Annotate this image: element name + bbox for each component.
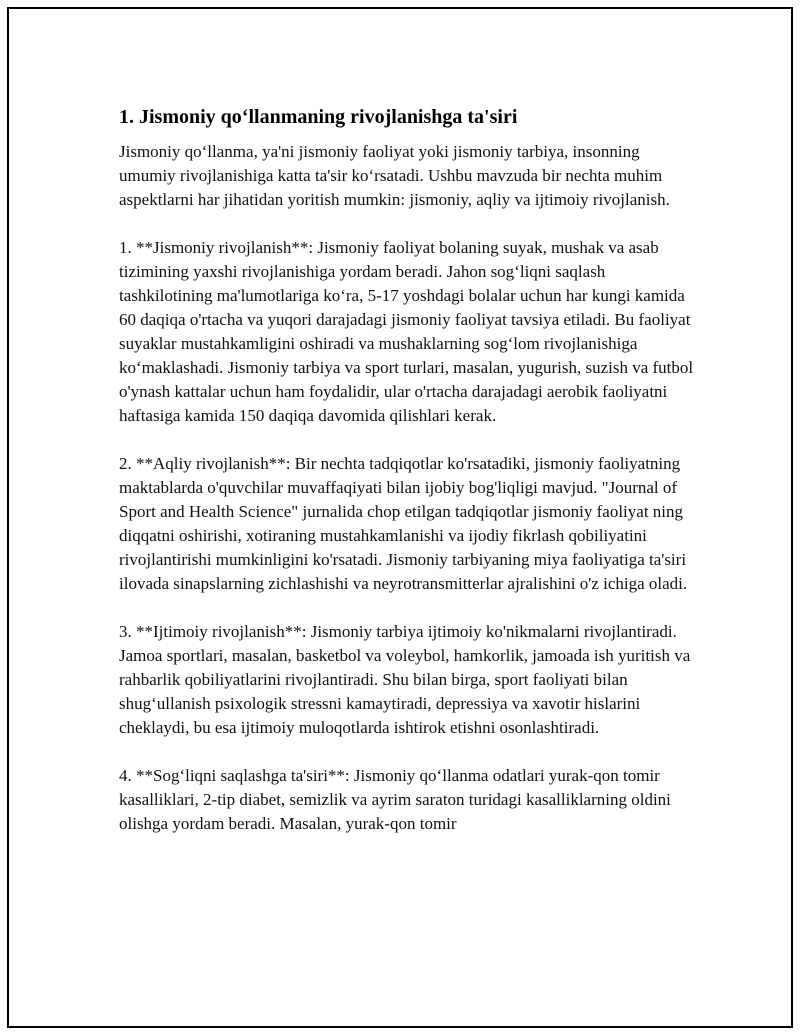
paragraph-mental-development: 2. **Aqliy rivojlanish**: Bir nechta tadqiqotlar ko'rsatadiki, jismoniy faoliyatning maktablarda o'quvchilar muvaffaqiyati bilan ijobiy bog'liqligi mavjud. "Journal of Sport and Health Science" jurnalida chop etilgan tadqiqotlar jismoniy faoliyat ning diqqatni oshirishi, xotiraning mustahkamlanishi va ijodiy fikrlash qobiliyatini rivojlantirishi mumkinligini ko'rsatadi. Jismoniy tarbiyaning miya faoliyatiga ta'siri ilovada sinapslarning zichlashishi va neyrotransmitterlar ajralishini o'z ichiga oladi. (119, 454, 688, 593)
paragraph-intro: Jismoniy qo‘llanma, ya'ni jismoniy faoliyat yoki jismoniy tarbiya, insonning umumiy rivojlanishiga katta ta'sir ko‘rsatadi. Ushbu mavzuda bir nechta muhim aspektlarni har jihatidan yoritish mumkin: jismoniy, aqliy va ijtimoiy rivojlanish. (119, 142, 670, 209)
paragraph-physical-development: 1. **Jismoniy rivojlanish**: Jismoniy faoliyat bolaning suyak, mushak va asab tizimining yaxshi rivojlanishiga yordam beradi. Jahon sog‘liqni saqlash tashkilotining ma'lumotlariga ko‘ra, 5-17 yoshdagi bolalar uchun har kungi kamida 60 daqiqa o'rtacha va yuqori darajadagi jismoniy faoliyat tavsiya etiladi. Bu faoliyat suyaklar mustahkamligini oshiradi va mushaklarning sog‘lom rivojlanishiga ko‘maklashadi. Jismoniy tarbiya va sport turlari, masalan, yugurish, suzish va futbol o'ynash kattalar uchun ham foydalidir, ular o'rtacha darajadagi aerobik faoliyatni haftasiga kamida 150 daqiqa davomida qilishlari kerak. (119, 238, 694, 425)
document-title: 1. Jismoniy qo‘llanmaning rivojlanishga ta'siri (119, 106, 518, 128)
paragraph-health-impact: 4. **Sog‘liqni saqlashga ta'siri**: Jismoniy qo‘llanma odatlari yurak-qon tomir kasalliklari, 2-tip diabet, semizlik va ayrim saraton turidagi kasalliklarning oldini olishga yordam beradi. Masalan, yurak-qon tomir (119, 766, 671, 833)
page-frame (7, 7, 793, 1028)
document-body (119, 103, 699, 860)
paragraph-social-development: 3. **Ijtimoiy rivojlanish**: Jismoniy tarbiya ijtimoiy ko'nikmalarni rivojlantiradi. Jamoa sportlari, masalan, basketbol va voleybol, hamkorlik, jamoada ish yuritish va rahbarlik qobiliyatlarini rivojlantiradi. Shu bilan birga, sport faoliyati bilan shug‘ullanish psixologik stressni kamaytiradi, depressiya va xavotir hislarini cheklaydi, bu esa ijtimoiy muloqotlarda ishtirok etishni osonlashtiradi. (119, 622, 691, 737)
